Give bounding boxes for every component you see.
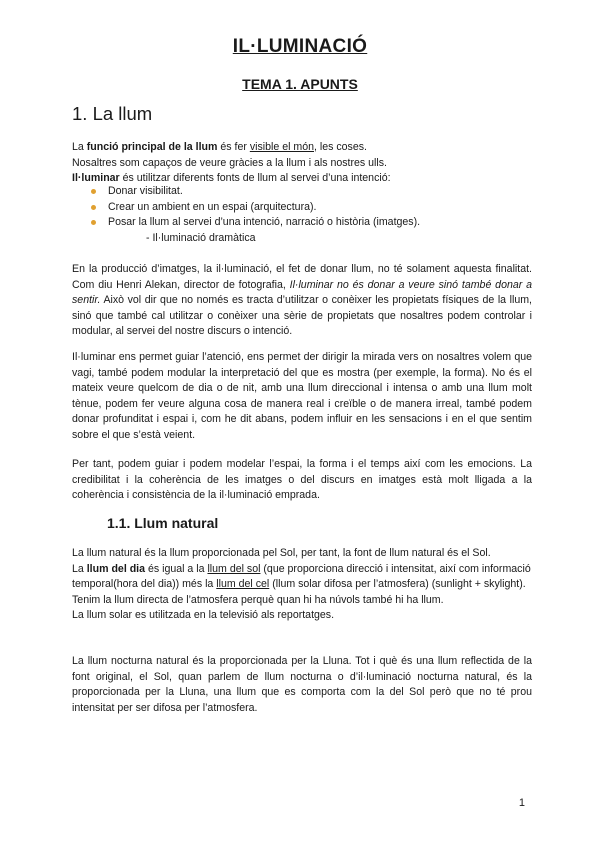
- text: Això vol dir que no només es tracta d’utilitzar o conèixer les propietats físiques de la llum, sinó que també cal utilitzar o conèixer una sèrie de propietats que nosaltres podem controlar i modular, al servei del nostre discurs o intenció.: [72, 294, 532, 337]
- natural-line-2: [72, 562, 532, 593]
- intro-line-2: Nosaltres som capaços de veure gràcies a la llum i als nostres ulls.: [72, 156, 388, 169]
- underlined-term: llum del sol: [207, 562, 261, 575]
- bold-term: llum del dia: [86, 562, 146, 575]
- underlined-term: llum del cel: [216, 578, 270, 590]
- text: és fer: [217, 141, 250, 153]
- intro-line-1: [72, 140, 532, 156]
- list-item: [72, 200, 420, 216]
- text: En la producció d’imatges, la il·luminació, el fet de donar llum, no té solament aquesta finalitat. Com diu Henri Alekan, director de fotografia,: [72, 263, 532, 291]
- underlined-term: visible el món: [249, 141, 314, 153]
- text: és igual a la: [145, 562, 208, 575]
- bullet-icon: [91, 220, 96, 225]
- natural-line-4: La llum solar es utilitzada en la televisió als reportatges.: [72, 609, 335, 621]
- natural-line-1: La llum natural és la llum proporcionada pel Sol, per tant, la font de llum natural és el Sol.: [72, 547, 491, 559]
- text: (llum solar difosa per l’atmosfera) (sunlight + skylight).: [269, 578, 526, 590]
- sub-list-item: - Il·luminació dramàtica: [146, 232, 256, 244]
- natural-line-3: Tenim la llum directa de l’atmosfera perquè quan hi ha núvols també hi ha llum.: [72, 593, 444, 606]
- text: La: [72, 141, 87, 153]
- quote: Il·luminar no és donar a veure sinó també donar a sentir.: [72, 278, 532, 306]
- page-number: 1: [518, 797, 525, 809]
- list-item: [72, 215, 420, 231]
- text: és utilitzar diferents fonts de llum al servei d’una intenció:: [119, 172, 391, 184]
- bullet-list: [72, 184, 420, 231]
- document-subtitle: TEMA 1. APUNTS: [242, 76, 358, 92]
- bullet-icon: [91, 205, 96, 210]
- paragraph-alekan: [72, 262, 532, 340]
- paragraph-moonlight: La llum nocturna natural és la proporcionada per la Lluna. Tot i què és una llum reflectida de la font original, el Sol, quan parlem de llum nocturna o d’il·luminació nocturna natural, és la proporcionada per la Lluna, una llum que es comporta com la del Sol però que no té prou intensitat per ser difosa per l’atmosfera.: [72, 655, 532, 714]
- bold-term: funció principal de la llum: [86, 141, 218, 153]
- list-item-text: Crear un ambient en un espai (arquitectura).: [108, 200, 317, 213]
- list-item-text: Posar la llum al servei d’una intenció, narració o història (imatges).: [108, 216, 421, 228]
- paragraph-guide-attention: Il·luminar ens permet guiar l’atenció, ens permet der dirigir la mirada vers on nosaltres volem que vagi, també podem modular la interpretació del que es mostra (per exemple, la forma). No és el mateix veure quelcom de dia o de nit, amb una llum direccional i intensa o amb una llum molt tènue, podem fer veure alguna cosa de manera real i creïble o de manera irreal, també podem donar profunditat i espai i, com he dit abans, podem influir en les sensacions i en el que sentim sobre el que s’està veient.: [72, 351, 532, 441]
- list-item: [72, 184, 420, 200]
- bold-term: Il·luminar: [72, 172, 120, 184]
- text: (que proporciona direcció i intensitat, així com informació temporal(hora del dia)) més la: [72, 562, 531, 590]
- natural-light-block: [72, 546, 532, 624]
- section-heading: 1. La llum: [72, 103, 153, 124]
- bullet-icon: [91, 189, 96, 194]
- text: , les coses.: [314, 141, 367, 153]
- document-title: IL·LUMINACIÓ: [232, 36, 368, 57]
- subsection-heading: 1.1. Llum natural: [107, 515, 219, 531]
- paragraph-credibility: Per tant, podem guiar i podem modelar l’espai, la forma i el temps així com les emocions. La credibilitat i la coherència de les imatges o del discurs en imatges està molt lligada a la coherència i consistència de la il·luminació emprada.: [72, 458, 532, 501]
- list-item-text: Donar visibilitat.: [108, 185, 183, 197]
- text: La: [72, 562, 87, 575]
- intro-block: [72, 140, 532, 187]
